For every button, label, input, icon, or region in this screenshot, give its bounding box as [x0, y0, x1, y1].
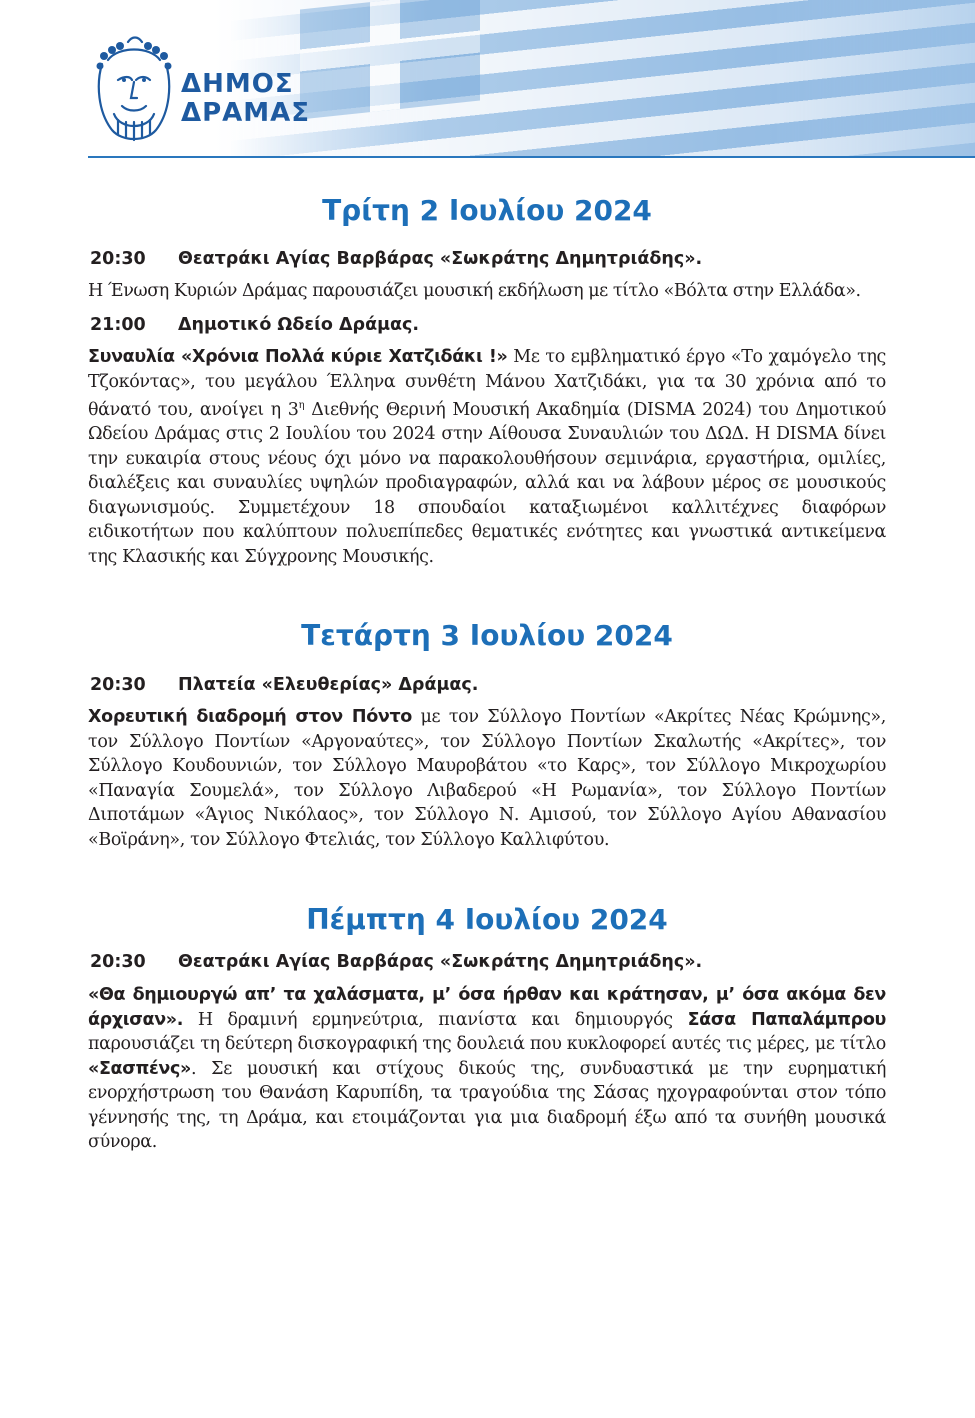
- album-title: «Σασπένς»: [88, 1058, 191, 1079]
- event-description: [88, 345, 886, 569]
- org-line-2: ΔΡΑΜΑΣ: [181, 98, 311, 128]
- event-time: 20:30: [90, 952, 146, 972]
- event-description: Η Ένωση Κυριών Δράμας παρουσιάζει μουσική εκδήλωση με τίτλο «Βόλτα στην Ελλάδα».: [88, 281, 861, 301]
- municipality-name: [181, 70, 310, 128]
- day-title: Τρίτη 2 Ιουλίου 2024: [322, 194, 652, 227]
- description-text: Η δραμινή ερμηνεύτρια, πιανίστα και δημιουργός: [183, 1009, 688, 1030]
- event-time: 20:30: [90, 249, 146, 269]
- greek-flag-canton: [300, 0, 480, 119]
- event-description: [88, 705, 886, 852]
- description-text: . Σε μουσική και στίχους δικούς της, συνδυαστικά με την ευρηματική ενορχήστρωση του Θανάση Καρυπίδη, τα τραγούδια της Σάσας ηχογραφούνται στον τόπο γέννησής της, τη Δράμα, και ετοιμάζονται για μια διαδρομή έξω από τα συνήθη μουσικά σύνορα.: [88, 1058, 886, 1152]
- event-lead: Συναυλία «Χρόνια Πολλά κύριε Χατζιδάκι !»: [88, 347, 508, 367]
- event-heading: [90, 249, 886, 269]
- event-heading: [90, 952, 886, 972]
- page-header: [0, 0, 975, 158]
- event-venue: Θεατράκι Αγίας Βαρβάρας «Σωκράτης Δημητριάδης».: [178, 249, 703, 269]
- description-text: παρουσιάζει τη δεύτερη δισκογραφική της δουλειά που κυκλοφορεί αυτές τις μέρες, με τίτλο: [88, 1034, 886, 1054]
- event-venue: Πλατεία «Ελευθερίας» Δράμας.: [178, 675, 479, 695]
- org-line-1: ΔΗΜΟΣ: [181, 69, 294, 99]
- header-divider: [88, 156, 975, 158]
- event-lead: «Θα δημιουργώ απ’ τα χαλάσματα, μ’ όσα ήρθαν και κράτησαν, μ’ όσα ακόμα δεν άρχισαν».: [88, 985, 886, 1030]
- event-venue: Δημοτικό Ωδείο Δράμας.: [178, 315, 420, 335]
- event-time: 21:00: [90, 315, 146, 335]
- day-title: Πέμπτη 4 Ιουλίου 2024: [306, 903, 668, 936]
- ordinal-suffix: η: [298, 400, 305, 411]
- event-venue: Θεατράκι Αγίας Βαρβάρας «Σωκράτης Δημητριάδης».: [178, 952, 703, 972]
- event-heading: [90, 315, 886, 335]
- description-text: με τον Σύλλογο Ποντίων «Ακρίτες Νέας Κρώμνης», τον Σύλλογο Ποντίων «Αργοναύτες», τον Σύλλογο Ποντίων Σκαλωτής «Ακρίτες», τον Σύλλογο Κουδουνιών, τον Σύλλογο Μαυροβάτου «το Καρς», τον Σύλλογο Μικροχωρίου «Παναγία Σουμελά», τον Σύλλογο Λιβαδερού «Η Ρωμανία», τον Σύλλογο Ποντίων Διποτάμων «Άγιος Νικόλαος», τον Σύλλογο Ν. Αμισού, τον Σύλλογο Αγίου Αθανασίου «Βοϊράνη», τον Σύλλογο Φτελιάς, τον Σύλλογο Καλλιφύτου.: [88, 707, 887, 850]
- event-time: 20:30: [90, 675, 146, 695]
- municipality-crest-icon: [88, 34, 180, 146]
- event-lead: Χορευτική διαδρομή στον Πόντο: [88, 707, 412, 727]
- event-description: [88, 983, 886, 1155]
- day-title: Τετάρτη 3 Ιουλίου 2024: [301, 619, 673, 652]
- description-text: Διεθνής Θερινή Μουσική Ακαδημία (DISMA 2024) του Δημοτικού Ωδείου Δράμας στις 2 Ιουλίου του 2024 στην Αίθουσα Συναυλιών του ΔΩΔ. Η DISMA δίνει την ευκαιρία στους νέους όχι μόνο να παρακολουθήσουν σεμινάρια, εργαστήρια, ομιλίες, διαλέξεις και συναυλίες υψηλών προδιαγραφών, αλλά και να λάβουν μέρος σε μουσικούς διαγωνισμούς. Συμμετέχουν 18 σπουδαίοι καταξιωμένοι καλλιτέχνες διαφόρων ειδικοτήτων που καλύπτουν πολυεπίπεδες θεματικές ενότητες και γνωστικά αντικείμενα της Κλασικής και Σύγχρονης Μουσικής.: [88, 399, 886, 567]
- artist-name: Σάσα Παπαλάμπρου: [687, 1009, 886, 1030]
- description-text: Με το εμβληματικό έργο «Το χαμόγελο της Τζοκόντας», του μεγάλου Έλληνα συνθέτη Μάνου Χατζιδάκι, για τα 30 χρόνια από το θάνατό του, ανοίγει η 3: [88, 347, 886, 420]
- event-heading: [90, 675, 886, 695]
